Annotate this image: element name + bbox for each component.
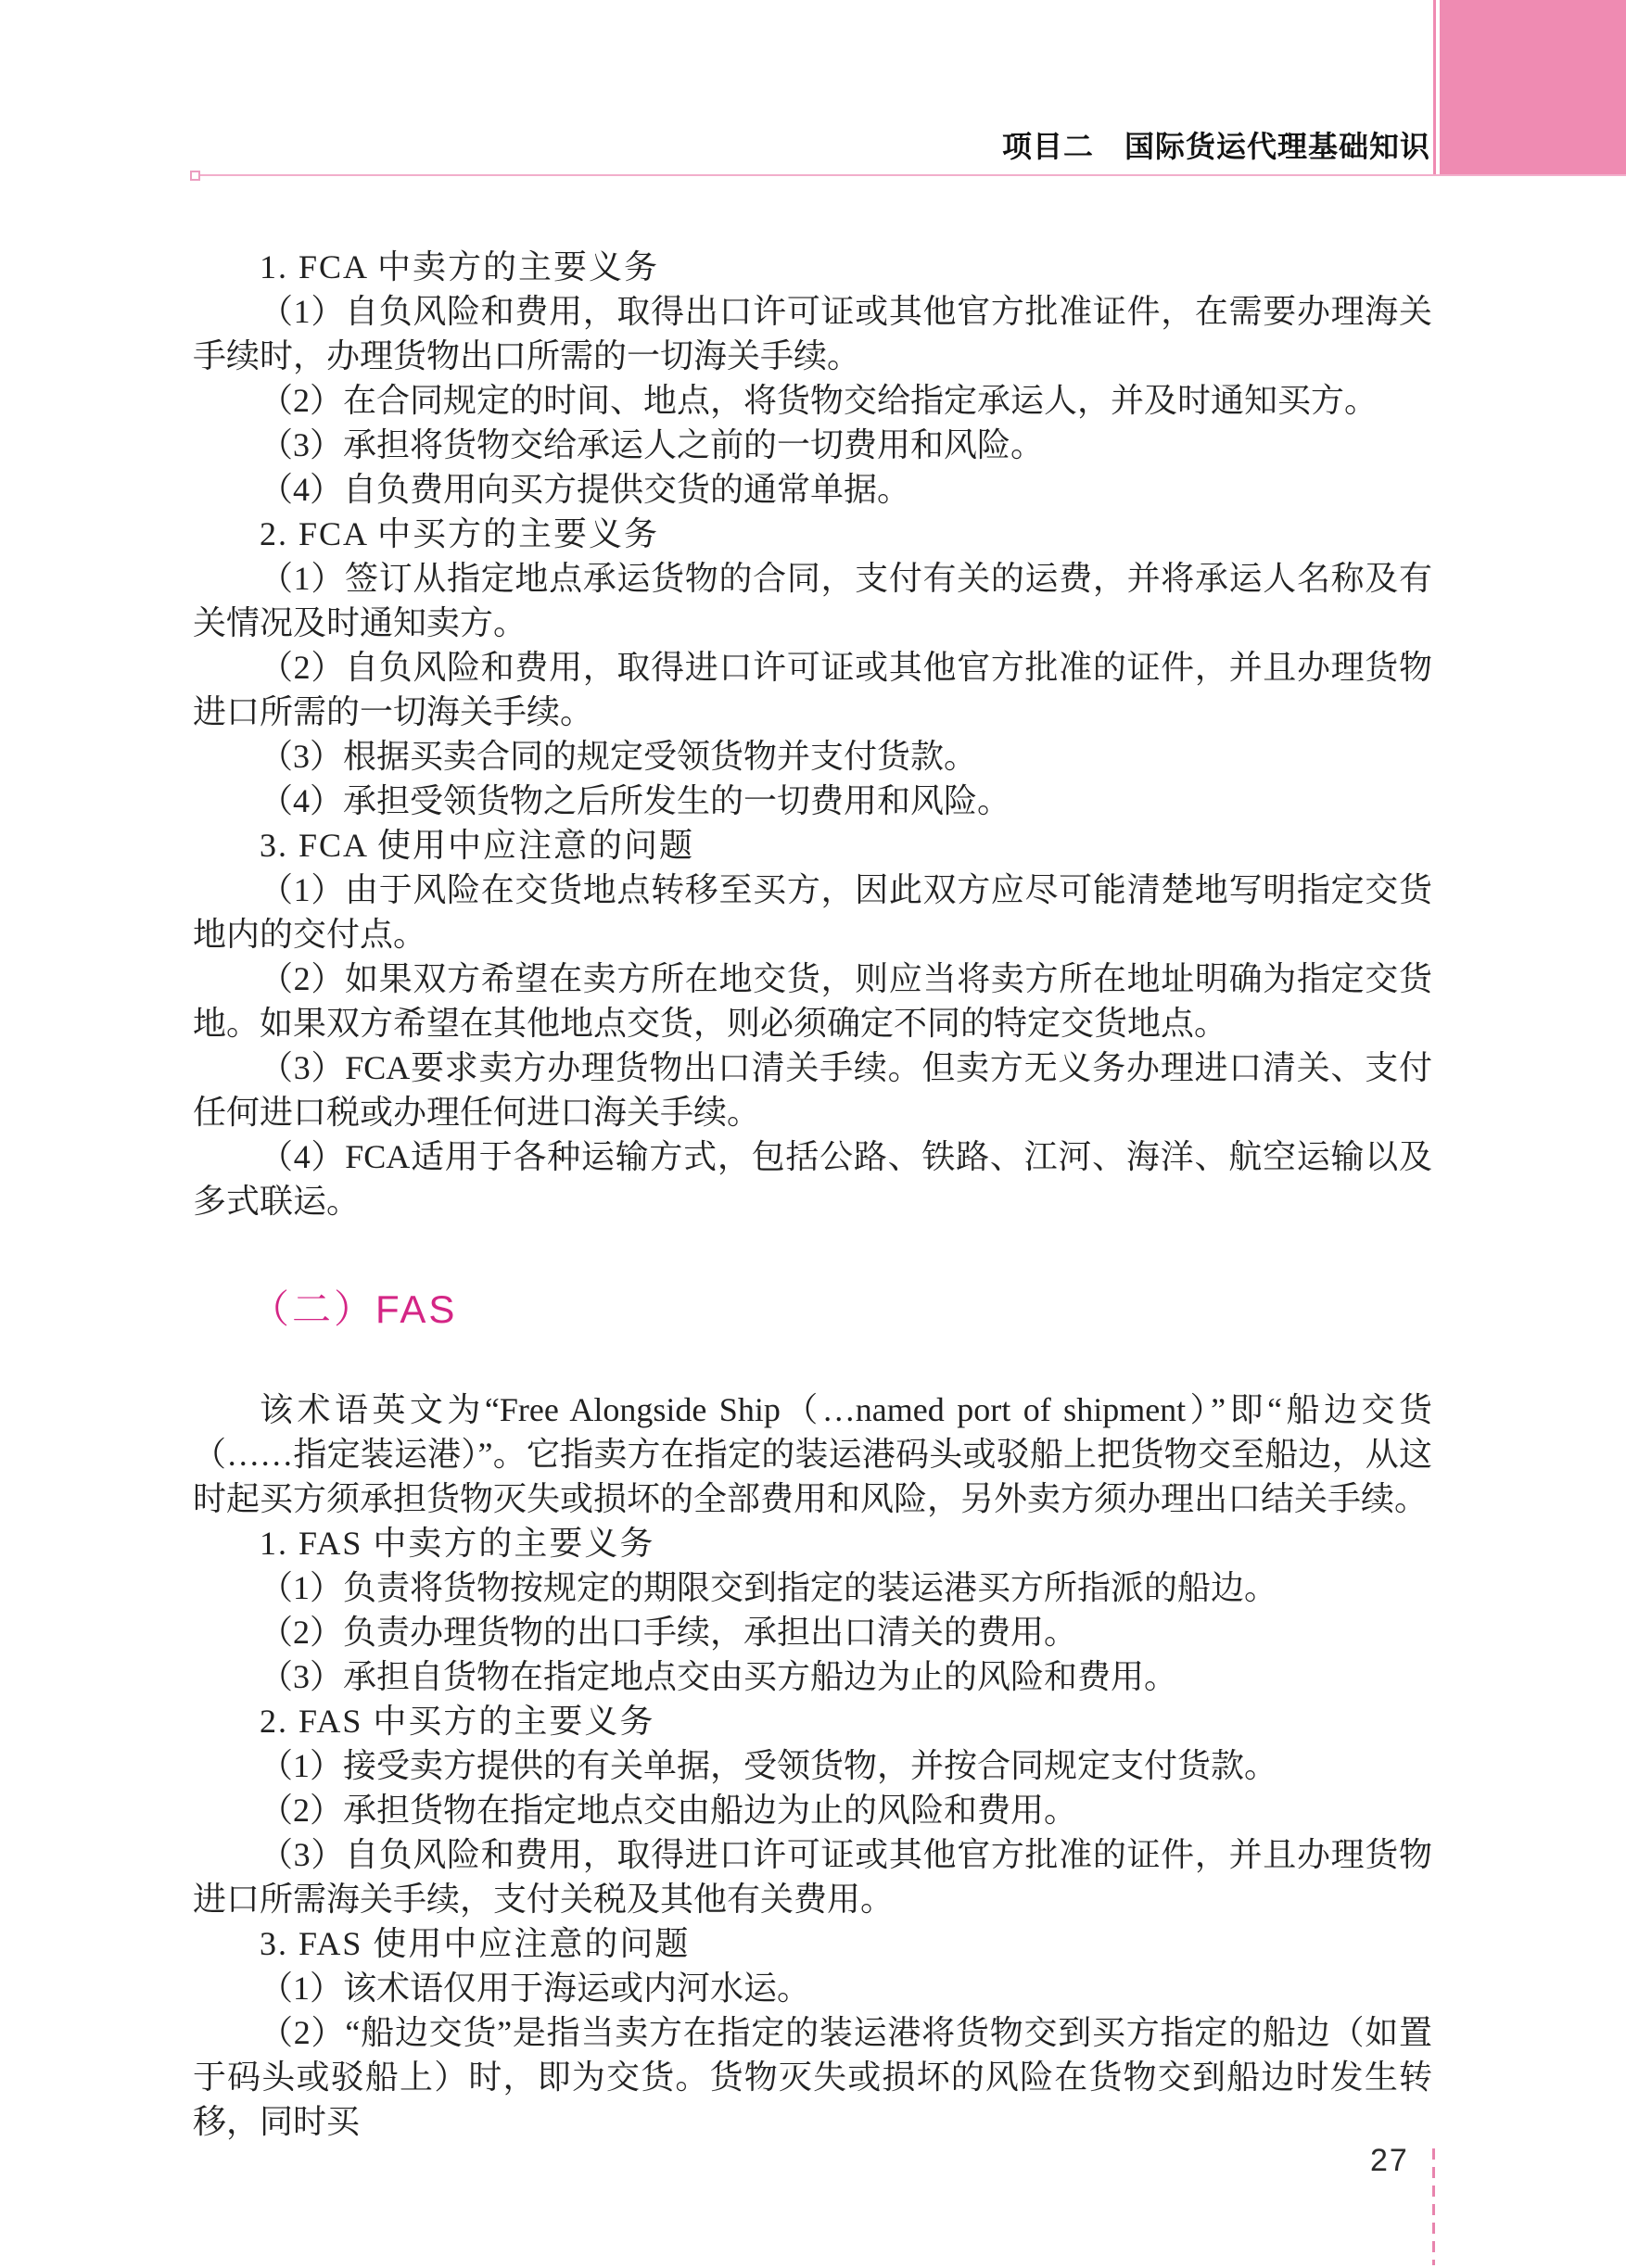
fca-buyer-obligations-heading: 2. FCA 中买方的主要义务 <box>260 515 660 552</box>
fca-buyer-item-4: （4）承担受领货物之后所发生的一切费用和风险。 <box>260 782 1011 819</box>
corner-accent-stripe <box>1433 0 1436 174</box>
header-rule <box>193 174 1626 176</box>
footer-dashed-line <box>1432 2148 1435 2265</box>
page-body <box>193 245 1432 2144</box>
fca-note-2: （2）如果双方希望在卖方所在地交货，则应当将卖方所在地址明确为指定交货地。如果双方希望在其他地点交货，则必须确定不同的特定交货地点。 <box>193 960 1432 1042</box>
fas-buyer-item-2: （2）承担货物在指定地点交由船边为止的风险和费用。 <box>260 1792 1078 1829</box>
fas-note-1: （1）该术语仅用于海运或内河水运。 <box>260 1970 811 2007</box>
fca-buyer-item-2: （2）自负风险和费用，取得进口许可证或其他官方批准的证件，并且办理货物进口所需的一切海关手续。 <box>193 649 1432 730</box>
header-rule-end-square <box>190 171 200 181</box>
fca-buyer-item-3: （3）根据买卖合同的规定受领货物并支付货款。 <box>260 738 978 775</box>
fas-definition-paragraph: 该术语英文为“Free Alongside Ship（…named port of shipment）”即“船边交货（……指定装运港）”。它指卖方在指定的装运港码头或驳船上把货物交至船边，从这时起买方须承担货物灭失或损坏的全部费用和风险，另外卖方须办理出口结关手续。 <box>193 1391 1432 1517</box>
fas-buyer-item-3: （3）自负风险和费用，取得进口许可证或其他官方批准的证件，并且办理货物进口所需海关手续，支付关税及其他有关费用。 <box>193 1836 1432 1918</box>
fca-buyer-item-1: （1）签订从指定地点承运货物的合同，支付有关的运费，并将承运人名称及有关情况及时通知卖方。 <box>193 560 1432 641</box>
fca-note-3: （3）FCA要求卖方办理货物出口清关手续。但卖方无义务办理进口清关、支付任何进口税或办理任何进口海关手续。 <box>193 1049 1432 1131</box>
page-number: 27 <box>1370 2143 1409 2178</box>
fca-seller-obligations-heading: 1. FCA 中卖方的主要义务 <box>260 248 660 285</box>
fas-seller-item-3: （3）承担自货物在指定地点交由买方船边为止的风险和费用。 <box>260 1658 1178 1695</box>
fca-note-4: （4）FCA适用于各种运输方式，包括公路、铁路、江河、海洋、航空运输以及多式联运。 <box>193 1138 1432 1220</box>
fas-buyer-obligations-heading: 2. FAS 中买方的主要义务 <box>260 1703 655 1740</box>
fca-seller-item-1: （1）自负风险和费用，取得出口许可证或其他官方批准证件，在需要办理海关手续时，办理货物出口所需的一切海关手续。 <box>193 293 1432 374</box>
fas-notes-heading: 3. FAS 使用中应注意的问题 <box>260 1925 691 1962</box>
corner-accent-block <box>1440 0 1626 174</box>
fca-seller-item-3: （3）承担将货物交给承运人之前的一切费用和风险。 <box>260 426 1045 463</box>
fca-notes-heading: 3. FCA 使用中应注意的问题 <box>260 827 695 864</box>
fas-section-heading: （二）FAS <box>250 1287 458 1331</box>
fas-buyer-item-1: （1）接受卖方提供的有关单据，受领货物，并按合同规定支付货款。 <box>260 1747 1278 1784</box>
fas-seller-obligations-heading: 1. FAS 中卖方的主要义务 <box>260 1525 655 1562</box>
fas-seller-item-2: （2）负责办理货物的出口手续，承担出口清关的费用。 <box>260 1614 1078 1651</box>
fca-seller-item-4: （4）自负费用向买方提供交货的通常单据。 <box>260 471 911 508</box>
fca-seller-item-2: （2）在合同规定的时间、地点，将货物交给指定承运人，并及时通知买方。 <box>260 382 1378 419</box>
fca-note-1: （1）由于风险在交货地点转移至买方，因此双方应尽可能清楚地写明指定交货地内的交付点。 <box>193 871 1432 953</box>
running-head-chapter-title: 项目二 国际货运代理基础知识 <box>1001 130 1430 163</box>
fas-seller-item-1: （1）负责将货物按规定的期限交到指定的装运港买方所指派的船边。 <box>260 1569 1278 1606</box>
fas-note-2: （2）“船边交货”是指当卖方在指定的装运港将货物交到买方指定的船边（如置于码头或驳船上）时，即为交货。货物灭失或损坏的风险在货物交到船边时发生转移，同时买 <box>193 2014 1432 2140</box>
